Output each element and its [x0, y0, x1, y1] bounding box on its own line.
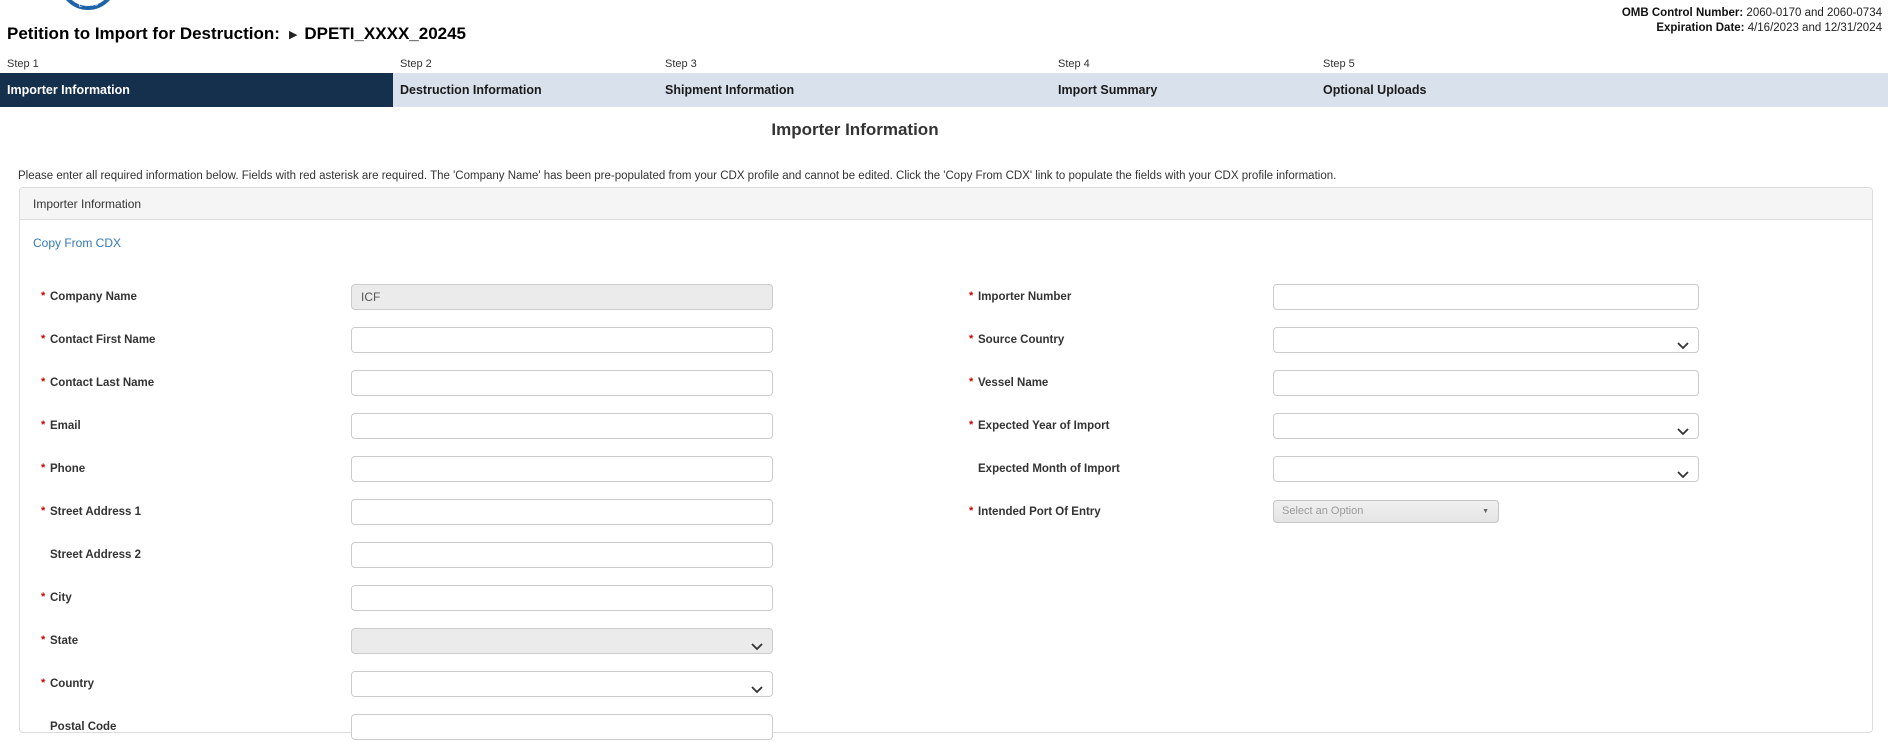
form-row	[41, 533, 792, 576]
company-name-label: * Company Name	[41, 289, 137, 303]
chevron-down-icon	[751, 681, 763, 699]
expected-year-of-import-select[interactable]	[1273, 413, 1699, 439]
dropdown-arrow-icon: ▼	[1482, 508, 1489, 515]
expected-month-of-import-select[interactable]	[1273, 456, 1699, 482]
city-label: * City	[41, 590, 72, 604]
step-2-label: Step 2	[400, 58, 432, 70]
street-address-1-label: * Street Address 1	[41, 504, 141, 518]
form-row	[41, 705, 792, 748]
required-asterisk: *	[41, 418, 46, 431]
form-row	[41, 662, 792, 705]
importer-information-panel	[19, 187, 1873, 733]
form-row	[969, 361, 1699, 404]
intended-port-of-entry-label: * Intended Port Of Entry	[969, 504, 1101, 518]
breadcrumb-arrow-icon: ▶	[288, 29, 298, 41]
section-heading: Importer Information	[771, 120, 939, 139]
tab-optional-uploads[interactable]: Optional Uploads	[1316, 73, 1888, 107]
form-row	[41, 490, 792, 533]
intended-port-of-entry-dropdown[interactable]	[1273, 500, 1499, 523]
expected-month-of-import-label: Expected Month of Import	[978, 462, 1120, 475]
tab-importer-information[interactable]: Importer Information	[0, 73, 393, 107]
required-asterisk: *	[969, 289, 974, 302]
tab-import-summary[interactable]: Import Summary	[1051, 73, 1316, 107]
required-asterisk: *	[969, 332, 974, 345]
source-country-label: * Source Country	[969, 332, 1065, 346]
required-asterisk: *	[41, 504, 46, 517]
street-address-1-field[interactable]	[351, 499, 773, 525]
required-asterisk: *	[41, 332, 46, 345]
city-field[interactable]	[351, 585, 773, 611]
form-row	[41, 576, 792, 619]
form-row	[41, 404, 792, 447]
copy-from-cdx-link[interactable]: Copy From CDX	[33, 236, 122, 250]
panel-body	[20, 220, 1872, 733]
omb-info	[1622, 6, 1882, 36]
form-row	[41, 361, 792, 404]
street-address-2-label: Street Address 2	[50, 548, 141, 561]
required-asterisk: *	[41, 461, 46, 474]
form-row	[969, 404, 1699, 447]
epa-seal-icon: L PRO	[57, 0, 121, 13]
postal-code-field[interactable]	[351, 714, 773, 740]
required-asterisk: *	[969, 504, 974, 517]
chevron-down-icon	[751, 638, 763, 656]
form-row	[969, 490, 1699, 533]
email-label: * Email	[41, 418, 81, 432]
phone-label: * Phone	[41, 461, 86, 475]
form-row	[969, 318, 1699, 361]
form-row	[41, 447, 792, 490]
dropdown-placeholder: Select an Option	[1282, 505, 1364, 517]
country-select[interactable]	[351, 671, 773, 697]
contact-first-name-field[interactable]	[351, 327, 773, 353]
expected-year-of-import-label: * Expected Year of Import	[969, 418, 1110, 432]
source-country-select[interactable]	[1273, 327, 1699, 353]
state-label: * State	[41, 633, 79, 647]
tab-shipment-information[interactable]: Shipment Information	[658, 73, 1051, 107]
form-row	[969, 275, 1699, 318]
required-asterisk: *	[969, 375, 974, 388]
form-column-right	[969, 275, 1699, 533]
contact-last-name-field[interactable]	[351, 370, 773, 396]
form-row	[41, 275, 792, 318]
page-title: Petition to Import for Destruction:	[7, 24, 280, 43]
required-asterisk: *	[41, 375, 46, 388]
form-row	[41, 619, 792, 662]
required-asterisk: *	[41, 676, 46, 689]
vessel-name-label: * Vessel Name	[969, 375, 1049, 389]
required-asterisk: *	[969, 418, 974, 431]
importer-number-label: * Importer Number	[969, 289, 1072, 303]
company-name-field	[351, 284, 773, 310]
tab-destruction-information[interactable]: Destruction Information	[393, 73, 658, 107]
form-row	[41, 318, 792, 361]
vessel-name-field[interactable]	[1273, 370, 1699, 396]
street-address-2-field[interactable]	[351, 542, 773, 568]
form-row	[969, 447, 1699, 490]
omb-expiration-label: Expiration Date:	[1656, 22, 1745, 34]
chevron-down-icon	[1677, 423, 1689, 441]
phone-field[interactable]	[351, 456, 773, 482]
required-asterisk: *	[41, 289, 46, 302]
form-column-left	[41, 275, 792, 748]
petition-id: DPETI_XXXX_20245	[304, 24, 467, 43]
step-5-label: Step 5	[1323, 58, 1355, 70]
importer-number-field[interactable]	[1273, 284, 1699, 310]
state-select	[351, 628, 773, 654]
breadcrumb	[7, 24, 466, 44]
step-4-label: Step 4	[1058, 58, 1090, 70]
omb-control-value: 2060-0170 and 2060-0734	[1743, 7, 1882, 19]
page-header	[0, 0, 1888, 55]
omb-control-label: OMB Control Number:	[1621, 7, 1744, 19]
chevron-down-icon	[1677, 466, 1689, 484]
required-asterisk: *	[41, 633, 46, 646]
step-1-label: Step 1	[7, 58, 39, 70]
email-field[interactable]	[351, 413, 773, 439]
contact-last-name-label: * Contact Last Name	[41, 375, 155, 389]
instructions-text: Please enter all required information below. Fields with red asterisk are required. The 'Company Name' has been pre-populated from your CDX profile and cannot be edited. Click the 'Copy From CDX' link to populate the fields with your CDX profile information.	[18, 170, 1337, 182]
country-label: * Country	[41, 676, 95, 690]
step-3-label: Step 3	[665, 58, 697, 70]
step-labels-row	[0, 55, 1888, 73]
required-asterisk: *	[41, 590, 46, 603]
step-tabs	[0, 73, 1888, 107]
chevron-down-icon	[1677, 337, 1689, 355]
panel-title: Importer Information	[20, 188, 1872, 220]
omb-expiration-value: 4/16/2023 and 12/31/2024	[1744, 22, 1882, 34]
contact-first-name-label: * Contact First Name	[41, 332, 156, 346]
postal-code-label: Postal Code	[50, 720, 117, 733]
